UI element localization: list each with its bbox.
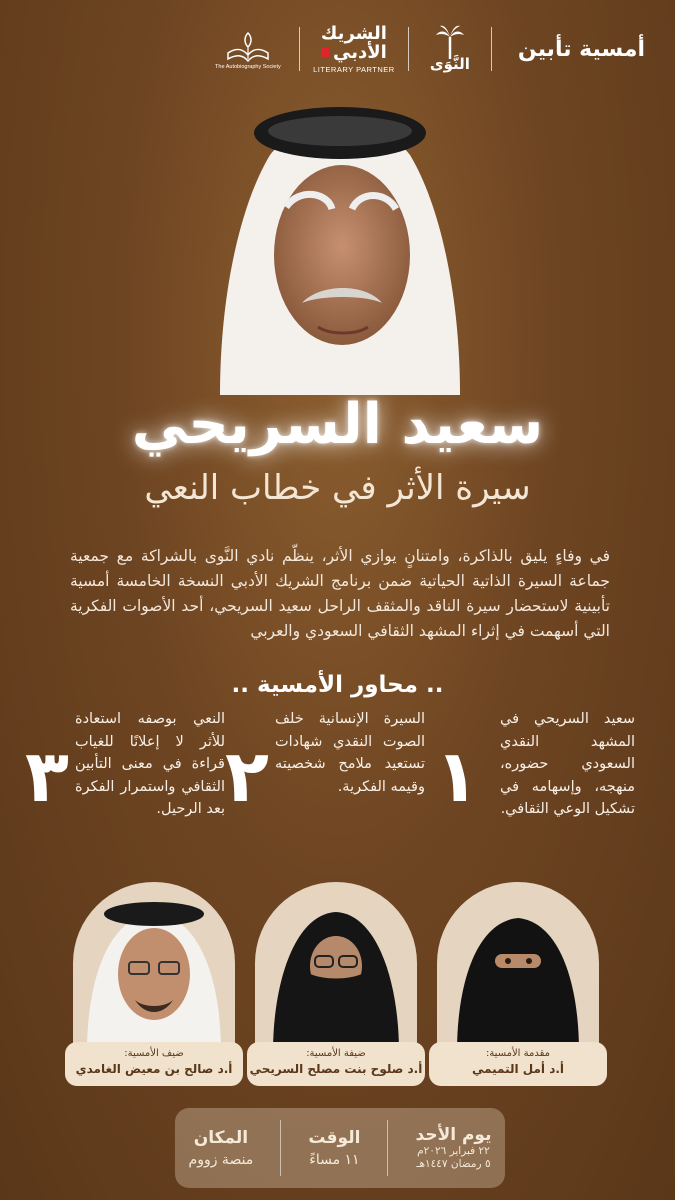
- participant-role: ضيفة الأمسية:: [306, 1048, 366, 1059]
- participant-photo: [255, 882, 417, 1052]
- axis-item: [25, 708, 225, 868]
- place-column: [189, 1117, 254, 1179]
- axis-number: ١: [435, 734, 479, 818]
- man-in-ghutra-avatar: [73, 882, 235, 1052]
- axis-item: [435, 708, 635, 868]
- participant-name: أ.د أمل التميمي: [471, 1062, 565, 1076]
- axis-text: سعيد السريحي في المشهد النقدي السعودي حضوره، منهجه، وإسهامه في تشكيل الوعي الثقافي.: [500, 711, 635, 817]
- time-label: الوقت: [308, 1128, 361, 1148]
- axis-number: ٣: [25, 734, 69, 818]
- partner-line2-wrap: [321, 43, 387, 63]
- book-emblem-icon: [225, 29, 271, 63]
- woman-with-glasses-avatar: [255, 882, 417, 1052]
- honoree-name: سعيد السريحي: [131, 392, 544, 457]
- intro-paragraph: في وفاءٍ يليق بالذاكرة، وامتنانٍ يوازي الأثر، ينظّم نادي النَّوى بالشراكة مع جمعية جماعة السيرة الذاتية الحياتية ضمن برنامج الشريك الأدبي النسخة الخامسة أمسية تأبينية لاستحضار سيرة الناقد والمثقف الراحل سعيد السريحي، أحد الأصوات الفكرية التي أسهمت في إثراء المشهد الثقافي السعودي والعربي: [70, 547, 610, 640]
- literary-partner-logo: [312, 22, 396, 74]
- place-value: منصة زووم: [188, 1152, 254, 1168]
- time-value: ١١ مساءً: [309, 1152, 360, 1168]
- event-info-box: [175, 1108, 505, 1188]
- participant-label: [429, 1042, 607, 1086]
- place-label: المكان: [193, 1128, 249, 1148]
- honoree-subtitle: سيرة الأثر في خطاب النعي: [144, 468, 531, 508]
- society-logo: [209, 29, 287, 70]
- divider: [280, 1120, 281, 1176]
- participant-card: [65, 882, 243, 1082]
- participant-name: أ.د صلوح بنت مصلح السريحي: [249, 1062, 423, 1076]
- divider: [408, 27, 409, 71]
- divider: [387, 1120, 388, 1176]
- divider: [491, 27, 492, 71]
- partner-red-square-icon: [321, 48, 330, 57]
- participant-name: أ.د صالح بن معيض الغامدي: [75, 1062, 233, 1076]
- honoree-portrait: [210, 95, 470, 395]
- club-logo-text: النَّوَى: [429, 55, 470, 73]
- participant-label: [247, 1042, 425, 1086]
- axis-number: ٢: [225, 734, 269, 818]
- event-date-hijri: ٥ رمضان ١٤٤٧هـ: [416, 1158, 491, 1170]
- event-type-title: أمسية تأبين: [517, 36, 645, 62]
- axes-list: [0, 708, 675, 868]
- palm-tree-icon: [435, 25, 465, 59]
- axis-text: السيرة الإنسانية خلف الصوت النقدي شهادات تستعيد ملامح شخصيته وقيمه الفكرية.: [275, 711, 425, 795]
- event-day: يوم الأحد: [415, 1125, 492, 1145]
- divider: [299, 27, 300, 71]
- participant-role: ضيف الأمسية:: [124, 1048, 184, 1059]
- date-column: [416, 1117, 492, 1179]
- header: [0, 14, 675, 84]
- axis-item: [225, 708, 425, 868]
- participant-card: [429, 882, 607, 1082]
- club-logo: [421, 25, 479, 73]
- participant-role: مقدمة الأمسية:: [485, 1048, 551, 1059]
- participant-card: [247, 882, 425, 1082]
- axes-title: .. محاور الأمسية ..: [231, 672, 444, 698]
- axis-text: النعي بوصفه استعادة للأثر لا إعلانًا للغياب قراءة في معنى التأبين الثقافي واستمرار الفكرة بعد الرحيل.: [75, 711, 225, 817]
- participant-label: [65, 1042, 243, 1086]
- event-date-gregorian: ٢٢ فبراير ٢٠٢٦م: [417, 1145, 490, 1157]
- society-english: The Autobiography Society: [215, 63, 281, 70]
- veiled-woman-avatar: [437, 882, 599, 1052]
- partner-line2: الأدبي: [333, 41, 387, 63]
- partner-english: LITERARY PARTNER: [313, 64, 395, 74]
- participant-photo: [437, 882, 599, 1052]
- partner-line1: الشريك: [320, 22, 387, 44]
- participant-photo: [73, 882, 235, 1052]
- time-column: [308, 1117, 360, 1179]
